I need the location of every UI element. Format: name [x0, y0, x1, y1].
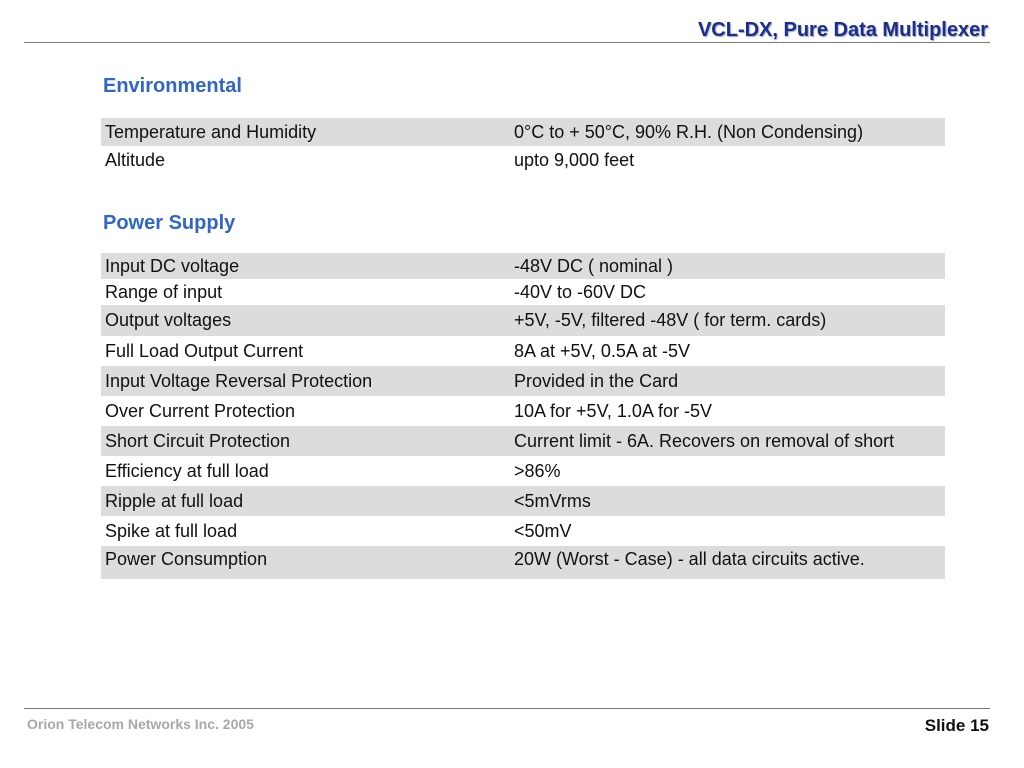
- table-row: [101, 396, 945, 426]
- power-supply-table: [101, 253, 945, 579]
- row-value: <5mVrms: [510, 486, 945, 516]
- table-row: [101, 546, 945, 579]
- row-value: upto 9,000 feet: [514, 149, 635, 170]
- title-divider: [24, 42, 990, 43]
- table-row: [101, 279, 945, 305]
- footer-divider: [24, 708, 990, 709]
- row-label: Over Current Protection: [105, 400, 296, 421]
- row-label: Range of input: [105, 281, 223, 302]
- row-value: 10A for +5V, 1.0A for -5V: [514, 400, 712, 421]
- row-label: Full Load Output Current: [105, 340, 304, 361]
- table-row: [101, 426, 945, 456]
- row-value: 20W (Worst - Case) - all data circuits active.: [510, 546, 945, 579]
- table-row: [101, 516, 945, 546]
- row-label: Input DC voltage: [101, 253, 510, 279]
- row-label: Efficiency at full load: [105, 460, 269, 481]
- row-label: Power Consumption: [101, 546, 510, 579]
- row-label: Short Circuit Protection: [101, 426, 510, 456]
- slide-number: Slide 15: [924, 716, 989, 735]
- table-row: [101, 336, 945, 366]
- table-row: [101, 305, 945, 336]
- table-row: [101, 486, 945, 516]
- table-row: [101, 146, 945, 174]
- row-value: <50mV: [514, 520, 572, 541]
- row-value: Provided in the Card: [510, 366, 945, 396]
- row-label: Altitude: [105, 149, 166, 170]
- row-label: Temperature and Humidity: [101, 118, 510, 146]
- footer-company: Orion Telecom Networks Inc. 2005: [27, 716, 254, 732]
- row-value: Current limit - 6A. Recovers on removal of short: [510, 426, 945, 456]
- table-row: [101, 118, 945, 146]
- row-value: -40V to -60V DC: [514, 281, 647, 302]
- row-value: >86%: [514, 460, 561, 481]
- row-value: 8A at +5V, 0.5A at -5V: [514, 340, 690, 361]
- row-value: 0°C to + 50°C, 90% R.H. (Non Condensing): [510, 118, 945, 146]
- table-row: [101, 366, 945, 396]
- table-row: [101, 456, 945, 486]
- row-label: Ripple at full load: [101, 486, 510, 516]
- environmental-heading: Environmental: [103, 75, 242, 97]
- row-value: +5V, -5V, filtered -48V ( for term. cards): [510, 305, 945, 336]
- row-label: Spike at full load: [105, 520, 238, 541]
- slide-title: VCL-DX, Pure Data Multiplexer: [697, 19, 988, 41]
- row-label: Output voltages: [101, 305, 510, 336]
- row-label: Input Voltage Reversal Protection: [101, 366, 510, 396]
- row-value: -48V DC ( nominal ): [510, 253, 945, 279]
- power-supply-heading: Power Supply: [103, 212, 236, 234]
- environmental-table: [101, 118, 945, 174]
- table-row: [101, 253, 945, 279]
